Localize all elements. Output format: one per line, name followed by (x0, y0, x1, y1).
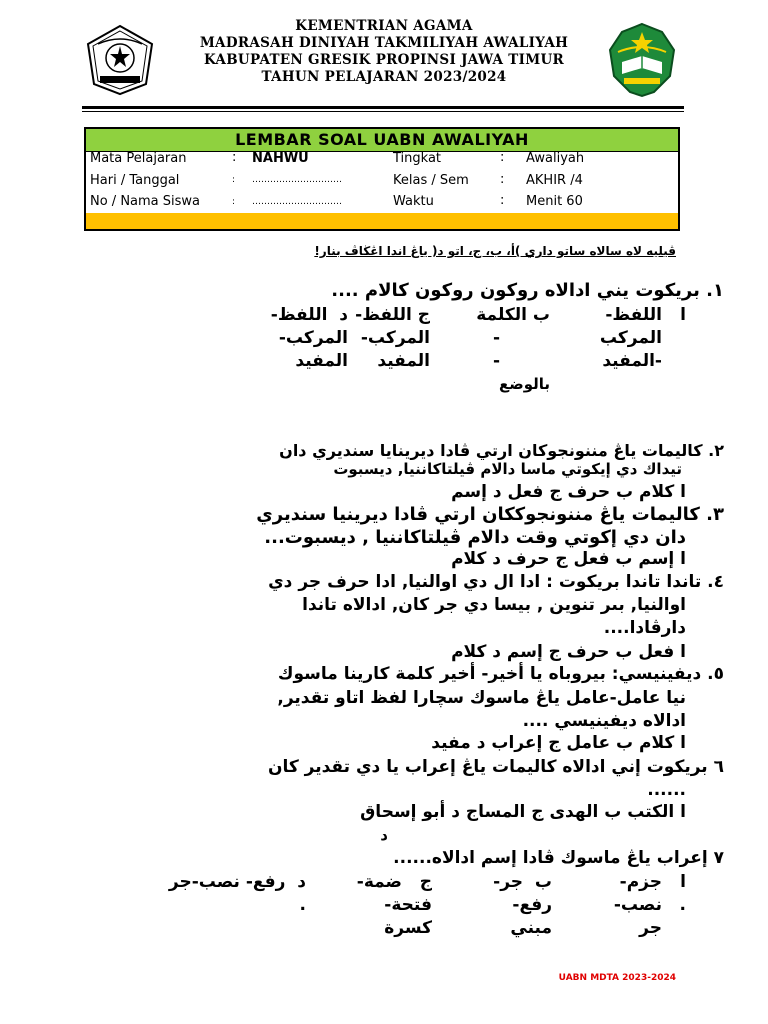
option-letter: ج (419, 872, 432, 892)
value-student[interactable]: ………………………… (252, 197, 342, 207)
question-5-line-2: نيا عامل-عامل ياڠ ماسوك سچارا لفظ اتاو تقدير, (277, 688, 686, 708)
option-line: مبني (510, 918, 552, 938)
option-line: جر- (493, 872, 524, 892)
question-4-line-2: اوالنيا, بىر تنوين , بيسا دي جر كان, ادالاه تاندا (302, 595, 686, 615)
instruction: ڤيليه لاه سالاه ساتو داري )أ، ب، ج، اتو د( ياڠ اندا اڠڬاڤ بنار! (314, 244, 676, 258)
option-letter: ا (680, 305, 686, 325)
option-line: - (492, 351, 500, 371)
question-2-line-2: تيداك دي إيكوتي ماسا دالام ڤيلتاكاننيا, ديسبوت (333, 460, 682, 478)
option-line: . (299, 895, 306, 915)
colon: : (232, 150, 237, 165)
q1-option-b[interactable] (476, 304, 550, 396)
exam-info-box (84, 127, 680, 231)
document-header (0, 18, 768, 86)
question-6-line-2: ...... (647, 780, 686, 800)
option-line: ضمة- (356, 872, 402, 892)
footer-label: UABN MDTA 2023-2024 (558, 973, 676, 983)
exam-sheet-title: LEMBAR SOAL UABN AWALIYAH (86, 129, 678, 152)
option-letter: ب (532, 305, 550, 325)
q7-option-d[interactable] (169, 871, 306, 917)
q7-option-a[interactable]: ا . (679, 872, 686, 915)
colon: : (500, 172, 505, 187)
option-line: - (492, 328, 500, 348)
question-2-options[interactable]: ا كلام ب حرف ج فعل د إسم (451, 482, 686, 502)
question-2-line-1: ٢. كاليمات ياڠ مننونجوكان ارتي ڤادا ديرينايا سنديري دان (279, 441, 724, 460)
question-3-line-1: ٣. كاليمات ياڠ مننونجوككان ارتي ڤادا ديرينيا سنديري (256, 504, 724, 525)
header-ministry: KEMENTRIAN AGAMA (295, 18, 473, 34)
option-line: نصب- (613, 895, 662, 915)
option-line: الكلمة (476, 305, 527, 325)
colon: : (232, 175, 236, 185)
q1-option-a[interactable] (680, 304, 686, 327)
colon: : (500, 150, 505, 165)
option-line: جر (639, 918, 662, 938)
value-level: Awaliyah (526, 151, 585, 166)
value-subject: NAHWU (252, 151, 309, 166)
header-region: KABUPATEN GRESIK PROPINSI JAWA TIMUR (203, 52, 565, 68)
colon: : (500, 193, 505, 208)
q7-option-a-text (614, 871, 662, 940)
question-6-options[interactable]: ا الكتب ب الهدى ج المساج د أبو إسحاق (360, 802, 686, 822)
value-class: AKHIR /4 (526, 173, 583, 188)
question-4-options[interactable]: ا فعل ب حرف ج إسم د كلام (451, 642, 686, 662)
option-line: اللفظ- (355, 305, 412, 325)
question-6-extra: د (380, 826, 388, 844)
info-box-footer-bar (86, 213, 678, 229)
q7-option-c[interactable] (357, 871, 432, 940)
label-subject: Mata Pelajaran (90, 151, 187, 166)
label-student: No / Nama Siswa (90, 194, 201, 209)
value-date[interactable]: ………………………… (252, 175, 342, 185)
question-3-line-2: دان دي إكوتي وقت دالام ڤيلتاكاننيا , ديسبوت... (264, 527, 686, 548)
label-time: Waktu (393, 194, 434, 209)
q1-option-d[interactable] (271, 304, 348, 373)
option-letter: د (339, 305, 348, 325)
option-line: رفع- نصب-جر (168, 872, 286, 892)
header-divider-thick (82, 106, 684, 109)
option-line: المركب- (360, 328, 430, 348)
question-1-text: ١. بريكوت يني ادالاه روكون روكون كالام .... (331, 280, 724, 301)
header-divider-thin (82, 111, 684, 112)
option-line: -المفيد (602, 351, 662, 371)
question-5-line-1: ٥. ديفينيسي: بيروباه يا أخير- أخير كلمة كارينا ماسوك (277, 664, 724, 684)
value-time: Menit 60 (526, 194, 583, 209)
question-4-line-3: دارڤادا.... (603, 618, 686, 638)
question-5-options[interactable]: ا كلام ب عامل ج إعراب د مفيد (431, 733, 686, 753)
label-class: Kelas / Sem (393, 173, 469, 188)
question-3-options[interactable]: ا إسم ب فعل ج حرف د كلام (451, 549, 686, 569)
option-line: رفع- (512, 895, 552, 915)
question-7-text: ٧ إعراب ياڠ ماسوك ڤادا إسم ادالاه...... (393, 848, 724, 868)
option-line: اللفظ- (270, 305, 328, 325)
header-madrasah: MADRASAH DINIYAH TAKMILIYAH AWALIYAH (199, 35, 569, 51)
option-letter: ج (417, 305, 430, 325)
option-line: كسرة (384, 918, 432, 938)
option-line: المركب- (278, 328, 348, 348)
q1-option-c[interactable] (355, 304, 430, 373)
label-level: Tingkat (393, 151, 442, 166)
option-line: بالوضع (498, 375, 550, 393)
question-4-line-1: ٤. تاندا تاندا بريكوت : ادا ال دي اوالنيا, ادا حرف جر دي (268, 572, 724, 592)
option-letter: ا (680, 872, 686, 892)
option-line: اللفظ- (605, 305, 662, 325)
option-line: المفيد (295, 351, 348, 371)
option-letter: د (297, 872, 306, 892)
header-year: TAHUN PELAJARAN 2023/2024 (261, 69, 507, 85)
q1-option-a-text (600, 304, 662, 373)
q7-option-b[interactable] (493, 871, 552, 940)
colon: : (232, 197, 236, 207)
option-line: المركب (599, 328, 662, 348)
option-line: المفيد (377, 351, 430, 371)
option-letter: ب (534, 872, 552, 892)
label-date: Hari / Tanggal (90, 173, 180, 188)
question-6-line-1: ٦ بريكوت إني ادالاه كاليمات ياڠ إعراب يا دي تقدير كان (267, 757, 724, 777)
option-line: جزم- (619, 872, 662, 892)
option-line: فتحة- (384, 895, 432, 915)
question-5-line-3: ادالاه ديفينيسي .... (522, 711, 686, 731)
